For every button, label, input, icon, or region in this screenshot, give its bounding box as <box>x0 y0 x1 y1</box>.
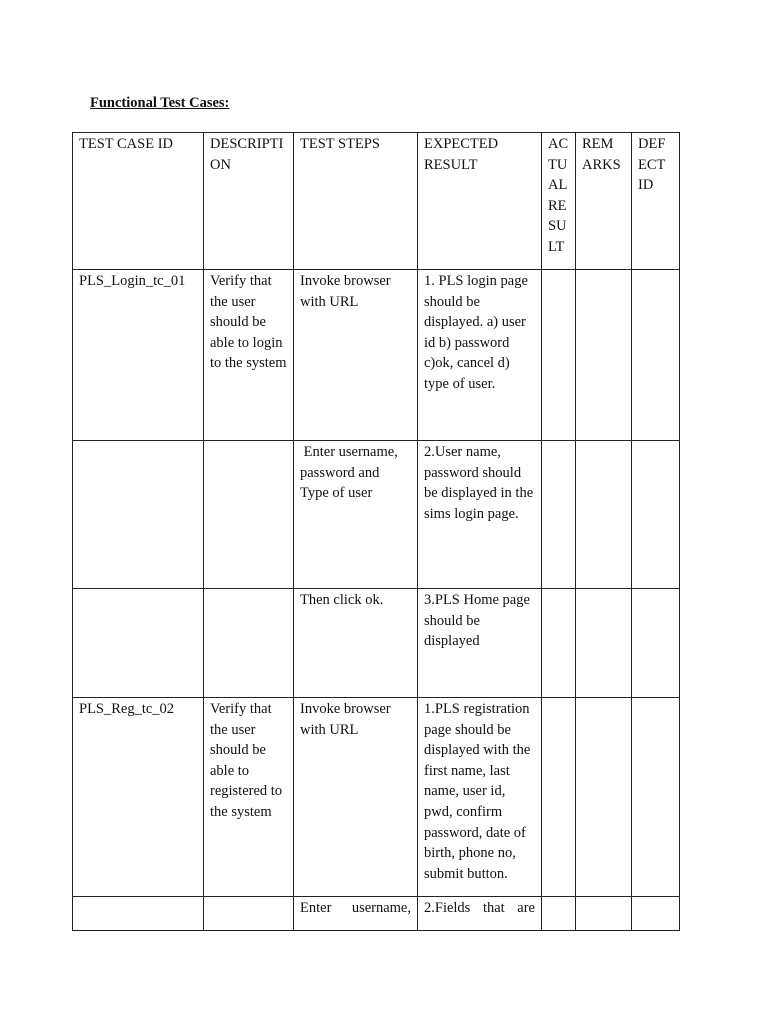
expected-result-cell: 2.User name, password should be displayed in the sims login page. <box>418 441 542 589</box>
expected-result-cell: 3.PLS Home page should be displayed <box>418 589 542 698</box>
defect-id-cell <box>632 441 680 589</box>
defect-id-cell <box>632 897 680 931</box>
test-steps-cell: Enter username, password and Type of user <box>294 441 418 589</box>
table-row <box>73 589 680 698</box>
remarks-cell <box>576 589 632 698</box>
remarks-cell <box>576 897 632 931</box>
table-row <box>73 270 680 441</box>
defect-id-cell <box>632 589 680 698</box>
test-case-id-cell: PLS_Login_tc_01 <box>73 270 204 441</box>
actual-result-cell <box>542 589 576 698</box>
header-defect-id: DEF ECT ID <box>632 133 680 270</box>
expected-result-cell: 1.PLS registration page should be displayed with the first name, last name, user id, pwd, confirm password, date of birth, phone no, submit button. <box>418 698 542 897</box>
header-expected-result: EXPECTED RESULT <box>418 133 542 270</box>
steps-word: Enter <box>300 900 332 916</box>
remarks-cell <box>576 698 632 897</box>
test-steps-cell: Then click ok. <box>294 589 418 698</box>
header-test-case-id: TEST CASE ID <box>73 133 204 270</box>
remarks-cell <box>576 270 632 441</box>
page-title: Functional Test Cases: <box>90 95 230 111</box>
defect-id-cell <box>632 270 680 441</box>
expected-result-cell <box>418 897 542 931</box>
header-actual-result: AC TU AL RE SU LT <box>542 133 576 270</box>
test-steps-cell: Invoke browser with URL <box>294 698 418 897</box>
actual-result-cell <box>542 897 576 931</box>
defect-id-cell <box>632 698 680 897</box>
header-row <box>73 133 680 270</box>
steps-word: username, <box>351 900 411 916</box>
test-case-id-cell: PLS_Reg_tc_02 <box>73 698 204 897</box>
test-case-id-cell <box>73 589 204 698</box>
expected-result-cell: 1. PLS login page should be displayed. a) user id b) password c)ok, cancel d) type of user. <box>418 270 542 441</box>
table-row <box>73 698 680 897</box>
description-cell <box>204 897 294 931</box>
test-cases-table <box>72 132 680 931</box>
actual-result-cell <box>542 698 576 897</box>
expected-word: 2.Fields <box>424 900 471 916</box>
test-case-id-cell <box>73 441 204 589</box>
header-test-steps: TEST STEPS <box>294 133 418 270</box>
table-row <box>73 441 680 589</box>
description-cell <box>204 441 294 589</box>
actual-result-cell <box>542 441 576 589</box>
description-cell <box>204 589 294 698</box>
test-case-id-cell <box>73 897 204 931</box>
expected-word: are <box>517 900 535 916</box>
description-cell: Verify that the user should be able to registered to the system <box>204 698 294 897</box>
remarks-cell <box>576 441 632 589</box>
header-description: DESCRIPTI ON <box>204 133 294 270</box>
test-steps-cell <box>294 897 418 931</box>
test-steps-cell: Invoke browser with URL <box>294 270 418 441</box>
header-remarks: REM ARKS <box>576 133 632 270</box>
table-row <box>73 897 680 931</box>
expected-word: that <box>482 900 505 916</box>
description-cell: Verify that the user should be able to login to the system <box>204 270 294 441</box>
actual-result-cell <box>542 270 576 441</box>
